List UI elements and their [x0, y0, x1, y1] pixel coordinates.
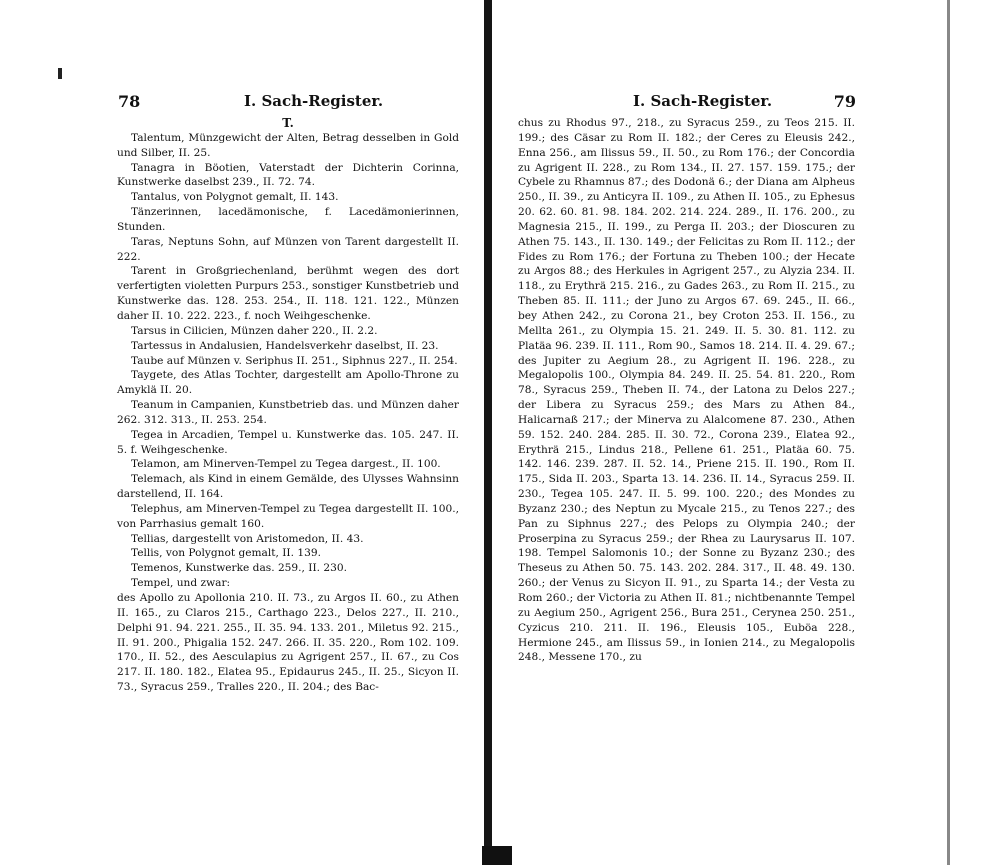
index-entry: chus zu Rhodus 97., 218., zu Syracus 259., zu Teos 215. II. 199.; des Cäsar zu Rom II. 182.; der Ceres zu Eleusis 242., Enna 256., am Ilissus 59., II. 50., zu Rom 176.; der Concordia zu Agrigent II. 228., zu Rom 134., II. 27. 157. 159. 175.; der Cybele zu Rhamnus 87.; des Dodonä 6.; der Diana am Alpheus 250., II. 39., zu Anticyra II. 109., zu Athen II. 105., zu Ephesus 20. 62. 60. 81. 98. 184. 202. 214. 224. 289., II. 176. 200., zu Magnesia 215., II. 199., zu Perga II. 203.; der Dioscuren zu Athen 75. 143., II. 130. 149.; der Felicitas zu Rom II. 112.; der Fides zu Rom 176.; der Fortuna zu Theben 100.; der Hecate zu Argos 88.; des Herkules in Agrigent 257., zu Alyzia 234. II. 118., zu Erythrä 215. 216., zu Gades 263., zu Rom II. 215., zu Theben 85. II. 111.; der Juno zu Argos 67. 69. 245., II. 66., bey Athen 242., zu Corona 21., bey Croton 253. II. 156., zu Mellta 261., zu Olympia 15. 21. 249. II. 5. 30. 81. 112. zu Platäa 96. 239. II. 111., Rom 90., Samos 18. 214. II. 4. 29. 67.; des Jupiter zu Aegium 28., zu Agrigent II. 196. 228., zu Megalopolis 100., Olympia 84. 249. II. 25. 54. 81. 220., Rom 78., Syracus 259., Theben II. 74., der Latona zu Delos 227.; der Libera zu Syracus 259.; des Mars zu Athen 84., Halicarnaß 217.; der Minerva zu Alalcomene 87. 230., Athen 59. 152. 240. 284. 285. II. 30. 72., Corona 239., Elatea 92., Erythrä 215., Lindus 218., Pellene 61. 251., Platäa 60. 75. 142. 146. 239. 287. II. 52. 14., Priene 215. II. 190., Rom II. 175., Sida II. 203., Sparta 13. 14. 236. II. 14., Syracus 259. II. 230., Tegea 105. 247. II. 5. 99. 100. 220.; des Mondes zu Byzanz 230.; des Neptun zu Mycale 215., zu Tenos 227.; des Pan zu Siphnus 227.; des Pelops zu Olympia 240.; der Proserpina zu Syracus 259.; der Rhea zu Laurysarus II. 107. 198. Tempel Salomonis 10.; der Sonne zu Byzanz 230.; des Theseus zu Athen 50. 75. 143. 202. 284. 317., II. 48. 49. 130. 260.; der Venus zu Sicyon II. 91., zu Sparta 14.; der Vesta zu Rom 260.; der Victoria zu Athen II. 81.; nichtbenannte Tempel zu Aegium 250., Agrigent 256., Bura 251., Cerynea 250. 251., Cyzicus 210. 211. II. 196., Eleusis 105., Euböa 228., Hermione 245., am Ilissus 59., in Ionien 214., zu Megalopolis 248., Messene 170., zu: [518, 117, 855, 664]
left-running-head: [118, 92, 459, 112]
right-page: [492, 0, 1000, 865]
right-page-number: 79: [833, 92, 856, 111]
index-entry: Tantalus, von Polygnot gemalt, II. 143.: [131, 191, 339, 204]
right-running-head: [518, 92, 856, 112]
index-entry: Tegea in Arcadien, Tempel u. Kunstwerke das. 105. 247. II. 5. f. Weihgeschenke.: [117, 428, 459, 456]
index-entry: Temenos, Kunstwerke das. 259., II. 230.: [131, 562, 347, 575]
page-edge: [947, 0, 950, 865]
left-page-number: 78: [118, 92, 141, 111]
index-entry: Tanagra in Böotien, Vaterstadt der Dichterin Corinna, Kunstwerke daselbst 239., II. 72. 74.: [117, 161, 459, 189]
index-entry: Tellis, von Polygnot gemalt, II. 139.: [131, 547, 321, 560]
book-gutter: [484, 0, 492, 865]
left-page: [0, 0, 484, 865]
index-entry: Telamon, am Minerven-Tempel zu Tegea dargest., II. 100.: [131, 458, 441, 471]
index-entry: des Apollo zu Apollonia 210. II. 73., zu Argos II. 60., zu Athen II. 165., zu Claros 215., Carthago 223., Delos 227., II. 210., Delphi 91. 94. 221. 255., II. 35. 94. 133. 201., Miletus 92. 215., II. 91. 200., Phigalia 152. 247. 266. II. 35. 220., Rom 102. 109. 170., II. 52., des Aesculapius zu Agrigent 257., II. 67., zu Cos 217. II. 180. 182., Elatea 95., Epidaurus 245., II. 25., Sicyon II. 73., Syracus 259., Tralles 220., II. 204.; des Bac-: [117, 592, 459, 694]
index-entry: Tarsus in Cilicien, Münzen daher 220., II. 2.2.: [131, 324, 378, 337]
right-text-column: [518, 116, 855, 665]
section-letter: T.: [282, 116, 294, 130]
right-head-title: I. Sach-Register.: [633, 92, 773, 110]
index-entry: Talentum, Münzgewicht der Alten, Betrag desselben in Gold und Silber, II. 25.: [117, 131, 459, 159]
index-entry: Tarent in Großgriechenland, berühmt wegen des dort verfertigten violetten Purpurs 253., sonstiger Kunstbetrieb und Kunstwerke das. 128. 253. 254., II. 118. 121. 122., Münzen daher II. 10. 222. 223., f. noch Weihgeschenke.: [117, 265, 459, 322]
index-entry: Telemach, als Kind in einem Gemälde, des Ulysses Wahnsinn darstellend, II. 164.: [117, 473, 459, 501]
index-entry: Taube auf Münzen v. Seriphus II. 251., Siphnus 227., II. 254.: [131, 354, 458, 367]
left-head-title: I. Sach-Register.: [244, 92, 384, 110]
index-entry: Tempel, und zwar:: [131, 577, 231, 590]
index-entry: Tänzerinnen, lacedämonische, f. Lacedämonierinnen, Stunden.: [117, 206, 459, 233]
margin-mark: [58, 68, 62, 79]
index-entry: Tartessus in Andalusien, Handelsverkehr daselbst, II. 23.: [131, 339, 439, 352]
index-entry: Tellias, dargestellt von Aristomedon, II. 43.: [131, 532, 364, 545]
index-entry: Taygete, des Atlas Tochter, dargestellt am Apollo-Throne zu Amyklä II. 20.: [117, 369, 459, 397]
index-entry: Taras, Neptuns Sohn, auf Münzen von Tarent dargestellt II. 222.: [117, 235, 459, 263]
index-entry: Telephus, am Minerven-Tempel zu Tegea dargestellt II. 100., von Parrhasius gemalt 160.: [117, 502, 459, 530]
left-text-column: [117, 116, 459, 695]
index-entry: Teanum in Campanien, Kunstbetrieb das. und Münzen daher 262. 312. 313., II. 253. 254.: [117, 399, 459, 426]
